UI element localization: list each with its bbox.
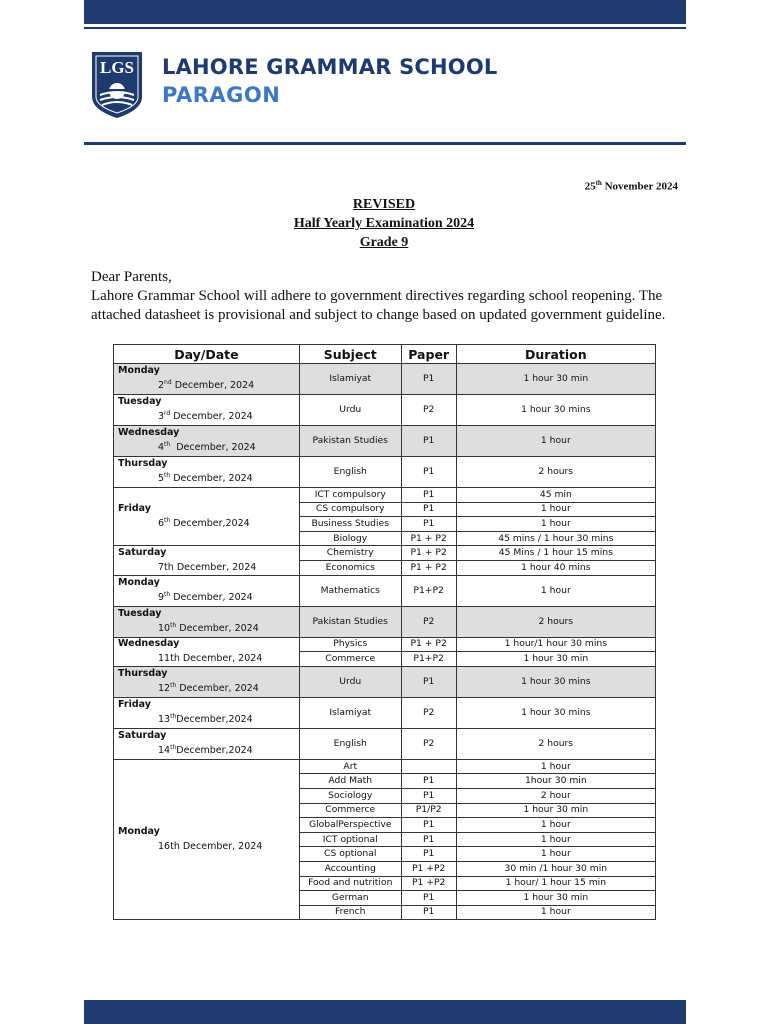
- exam-date: 2nd December, 2024: [158, 379, 255, 392]
- cell-duration: 1 hour: [456, 832, 655, 847]
- header-paper: Paper: [401, 345, 456, 364]
- day-name: Saturday: [118, 730, 167, 742]
- day-name: Thursday: [118, 458, 168, 470]
- exam-date: 7th December, 2024: [158, 562, 257, 574]
- table-row: [114, 546, 656, 561]
- cell-paper: P1: [401, 364, 456, 395]
- cell-paper: P1 +P2: [401, 861, 456, 876]
- table-row: [114, 457, 656, 488]
- document-titles: [0, 195, 768, 252]
- cell-duration: 1 hour 30 min: [456, 364, 655, 395]
- cell-subject: Physics: [299, 637, 401, 652]
- cell-subject: Sociology: [299, 788, 401, 803]
- exam-date: 14thDecember,2024: [158, 744, 253, 757]
- cell-subject: Food and nutrition: [299, 876, 401, 891]
- cell-paper: P1: [401, 818, 456, 833]
- day-name: Wednesday: [118, 427, 180, 439]
- cell-duration: 1 hour 30 mins: [456, 697, 655, 728]
- day-name: Monday: [118, 576, 160, 588]
- cell-paper: P1: [401, 517, 456, 532]
- day-name: Wednesday: [118, 638, 180, 650]
- exam-date: 11th December, 2024: [158, 653, 263, 665]
- header-rule: [84, 142, 686, 145]
- table-row: [114, 637, 656, 652]
- salutation: Dear Parents,: [91, 269, 172, 285]
- cell-duration: 2 hours: [456, 457, 655, 488]
- exam-date: 3rd December, 2024: [158, 410, 253, 423]
- day-name: Tuesday: [118, 607, 162, 619]
- exam-date: 4th December, 2024: [158, 441, 256, 454]
- exam-date: 13thDecember,2024: [158, 713, 253, 726]
- cell-paper: P2: [401, 395, 456, 426]
- cell-subject: German: [299, 891, 401, 906]
- cell-duration: 1 hour: [456, 759, 655, 774]
- cell-subject: Chemistry: [299, 546, 401, 561]
- exam-date: 12th December, 2024: [158, 682, 259, 695]
- cell-subject: Economics: [299, 560, 401, 575]
- cell-day-date: [114, 426, 300, 457]
- cell-duration: 1 hour: [456, 517, 655, 532]
- cell-day-date: [114, 457, 300, 488]
- day-name: Tuesday: [118, 396, 162, 408]
- cell-duration: 1 hour 30 min: [456, 652, 655, 667]
- cell-day-date: [114, 728, 300, 759]
- school-logo-icon: [90, 51, 144, 119]
- day-name: Monday: [118, 365, 160, 377]
- cell-paper: P1: [401, 832, 456, 847]
- cell-subject: Biology: [299, 531, 401, 546]
- cell-paper: P1/P2: [401, 803, 456, 818]
- cell-duration: 1 hour: [456, 818, 655, 833]
- title-exam: Half Yearly Examination 2024: [293, 216, 475, 231]
- cell-subject: CS optional: [299, 847, 401, 862]
- table-row: [114, 666, 656, 697]
- title-grade: Grade 9: [359, 235, 409, 250]
- header-subject: Subject: [299, 345, 401, 364]
- cell-duration: 1 hour/1 hour 30 mins: [456, 637, 655, 652]
- day-name: Friday: [118, 699, 151, 711]
- header-duration: Duration: [456, 345, 655, 364]
- cell-day-date: [114, 637, 300, 666]
- table-header-row: [114, 345, 656, 364]
- logo-text: LGS: [99, 58, 135, 77]
- cell-subject: English: [299, 457, 401, 488]
- table-row: [114, 488, 656, 503]
- cell-subject: English: [299, 728, 401, 759]
- cell-duration: 30 min /1 hour 30 min: [456, 861, 655, 876]
- cell-duration: 2 hours: [456, 606, 655, 637]
- cell-paper: P1: [401, 666, 456, 697]
- header-day-date: Day/Date: [114, 345, 300, 364]
- school-name: LAHORE GRAMMAR SCHOOL: [162, 55, 498, 79]
- cell-duration: 45 Mins / 1 hour 15 mins: [456, 546, 655, 561]
- cell-subject: Urdu: [299, 666, 401, 697]
- cell-day-date: [114, 488, 300, 546]
- cell-paper: P1: [401, 774, 456, 789]
- cell-duration: 1 hour/ 1 hour 15 min: [456, 876, 655, 891]
- table-row: [114, 364, 656, 395]
- cell-duration: 45 min: [456, 488, 655, 503]
- cell-duration: 1 hour: [456, 847, 655, 862]
- cell-paper: P1: [401, 502, 456, 517]
- cell-subject: Pakistan Studies: [299, 606, 401, 637]
- cell-duration: 45 mins / 1 hour 30 mins: [456, 531, 655, 546]
- letter-paragraph: Lahore Grammar School will adhere to government directives regarding school reopening. The attached datasheet is provisional and subject to change based on updated government guideline.: [91, 288, 666, 323]
- cell-paper: P2: [401, 697, 456, 728]
- exam-date: 10th December, 2024: [158, 621, 259, 635]
- day-name: Saturday: [118, 546, 167, 558]
- cell-day-date: [114, 575, 300, 606]
- cell-day-date: [114, 364, 300, 395]
- cell-paper: P1 + P2: [401, 560, 456, 575]
- table-row: [114, 606, 656, 637]
- cell-paper: P1 + P2: [401, 637, 456, 652]
- table-row: [114, 575, 656, 606]
- exam-date: 6th December,2024: [158, 517, 250, 530]
- cell-subject: Business Studies: [299, 517, 401, 532]
- cell-subject: Add Math: [299, 774, 401, 789]
- letter-body: [91, 268, 691, 325]
- cell-duration: 1 hour 30 min: [456, 891, 655, 906]
- cell-subject: Pakistan Studies: [299, 426, 401, 457]
- cell-duration: 1hour 30 min: [456, 774, 655, 789]
- cell-duration: 1 hour 30 min: [456, 803, 655, 818]
- day-name: Thursday: [118, 668, 168, 680]
- table-row: [114, 426, 656, 457]
- cell-day-date: [114, 759, 300, 920]
- cell-day-date: [114, 606, 300, 637]
- cell-subject: ICT compulsory: [299, 488, 401, 503]
- cell-subject: Islamiyat: [299, 697, 401, 728]
- table-row: [114, 395, 656, 426]
- cell-paper: P1: [401, 847, 456, 862]
- cell-subject: French: [299, 905, 401, 920]
- cell-subject: Art: [299, 759, 401, 774]
- cell-day-date: [114, 697, 300, 728]
- cell-subject: Islamiyat: [299, 364, 401, 395]
- exam-schedule-table: [113, 344, 656, 920]
- cell-paper: P1+P2: [401, 652, 456, 667]
- table-row: [114, 759, 656, 774]
- top-banner-line: [84, 24, 686, 29]
- cell-subject: Accounting: [299, 861, 401, 876]
- day-name: Friday: [118, 503, 151, 515]
- cell-duration: 1 hour: [456, 575, 655, 606]
- table-row: [114, 728, 656, 759]
- cell-paper: P1: [401, 891, 456, 906]
- cell-paper: P1+P2: [401, 575, 456, 606]
- campus-name: PARAGON: [162, 83, 281, 107]
- title-revised: REVISED: [352, 197, 416, 212]
- cell-subject: Commerce: [299, 652, 401, 667]
- cell-day-date: [114, 546, 300, 575]
- exam-date: 9th December, 2024: [158, 590, 253, 604]
- cell-day-date: [114, 666, 300, 697]
- cell-duration: 1 hour: [456, 426, 655, 457]
- cell-subject: CS compulsory: [299, 502, 401, 517]
- cell-subject: Mathematics: [299, 575, 401, 606]
- cell-subject: Commerce: [299, 803, 401, 818]
- cell-subject: Urdu: [299, 395, 401, 426]
- cell-duration: 2 hour: [456, 788, 655, 803]
- cell-paper: P1: [401, 457, 456, 488]
- cell-paper: P1 + P2: [401, 531, 456, 546]
- cell-subject: ICT optional: [299, 832, 401, 847]
- cell-duration: 1 hour 30 mins: [456, 395, 655, 426]
- cell-paper: [401, 759, 456, 774]
- letter-date: 25th November 2024: [584, 179, 678, 193]
- cell-paper: P1: [401, 788, 456, 803]
- cell-paper: P1 +P2: [401, 876, 456, 891]
- top-banner: [84, 0, 686, 24]
- day-name: Monday: [118, 825, 160, 837]
- cell-paper: P1 + P2: [401, 546, 456, 561]
- bottom-banner: [84, 1000, 686, 1024]
- cell-duration: 1 hour: [456, 502, 655, 517]
- cell-paper: P2: [401, 606, 456, 637]
- table-row: [114, 697, 656, 728]
- cell-paper: P2: [401, 728, 456, 759]
- cell-paper: P1: [401, 488, 456, 503]
- cell-duration: 1 hour: [456, 905, 655, 920]
- cell-duration: 1 hour 30 mins: [456, 666, 655, 697]
- cell-day-date: [114, 395, 300, 426]
- cell-duration: 1 hour 40 mins: [456, 560, 655, 575]
- exam-date: 5th December, 2024: [158, 472, 253, 485]
- cell-paper: P1: [401, 426, 456, 457]
- exam-date: 16th December, 2024: [158, 841, 263, 853]
- cell-paper: P1: [401, 905, 456, 920]
- cell-duration: 2 hours: [456, 728, 655, 759]
- cell-subject: GlobalPerspective: [299, 818, 401, 833]
